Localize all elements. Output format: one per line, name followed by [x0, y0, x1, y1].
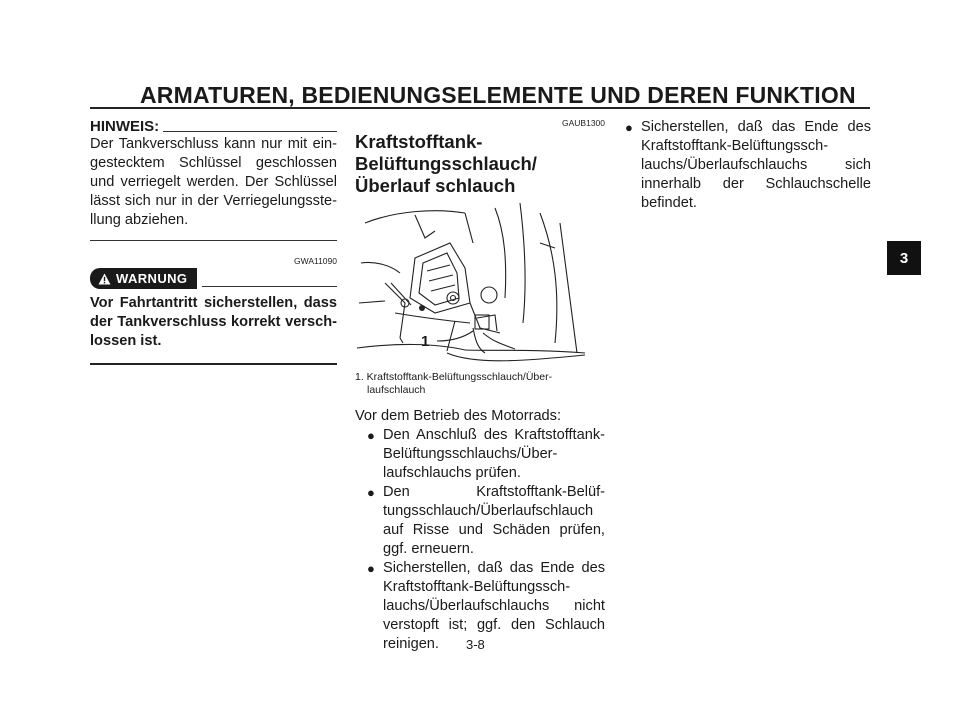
warning-end-rule [90, 363, 337, 365]
bullet-icon: ● [625, 120, 633, 135]
middle-column [355, 118, 605, 654]
figure-caption: 1. Kraftstofftank-Belüftungsschlauch/Über-laufschlauch [355, 371, 553, 396]
page-number: 3-8 [466, 637, 485, 652]
header-rule [90, 107, 870, 109]
warning-header [90, 268, 337, 289]
list-item: ● Den Kraftstofftank-Belüf-tungsschlauch/Überlaufschlauch auf Risse und Schäden prüfen, ggf. erneuern. [367, 484, 605, 557]
list-item: ● Sicherstellen, daß das Ende des Kraftstofftank-Belüftungssch-lauchs/Überlaufschlauchs nicht verstopft ist; ggf. den Schlauch reinigen. [367, 560, 605, 652]
notice-heading-row [90, 118, 337, 135]
warning-text: Vor Fahrtantritt sicherstellen, dass der Tankverschluss korrekt versch-lossen ist. [90, 295, 337, 349]
warning-badge [90, 268, 197, 289]
section-code: GAUB1300 [562, 118, 605, 128]
warning-label: WARNUNG [116, 271, 188, 286]
page-header-title: ARMATUREN, BEDIENUNGSELEMENTE UND DEREN FUNKTION [140, 82, 856, 108]
warning-header-rule [202, 286, 337, 287]
right-column [625, 118, 871, 213]
section-intro: Vor dem Betrieb des Motorrads: [355, 408, 562, 424]
left-column [90, 118, 337, 365]
notice-text: Der Tankverschluss kann nur mit ein-gestecktem Schlüssel geschlossen und verriegelt werden. Der Schlüssel lässt sich nur in der Verriegelungsste-llung abziehen. [90, 136, 337, 228]
list-item: ● Den Anschluß des Kraftstofftank-Belüftungsschlauchs/Über-laufschlauchs prüfen. [367, 427, 605, 481]
notice-heading-rule [163, 131, 337, 132]
section-title: Kraftstofftank-Belüftungsschlauch/Überlauf schlauch [355, 131, 537, 196]
figure [355, 203, 605, 363]
check-list [355, 426, 605, 654]
continued-check-list [625, 118, 871, 213]
list-item: ● Sicherstellen, daß das Ende des Kraftstofftank-Belüftungssch-lauchs/Überlaufschlauchs sich innerhalb der Schlauchschelle befindet. [625, 119, 871, 211]
bullet-icon: ● [367, 561, 375, 576]
figure-callout-label: 1 [421, 333, 430, 350]
chapter-tab: 3 [887, 241, 921, 275]
notice-heading: HINWEIS: [90, 118, 160, 135]
breather-hose-illustration [355, 203, 605, 363]
notice-end-rule [90, 240, 337, 241]
warning-code: GWA11090 [294, 256, 337, 266]
warning-triangle-icon [98, 273, 111, 285]
bullet-icon: ● [367, 428, 375, 443]
bullet-icon: ● [367, 485, 375, 500]
